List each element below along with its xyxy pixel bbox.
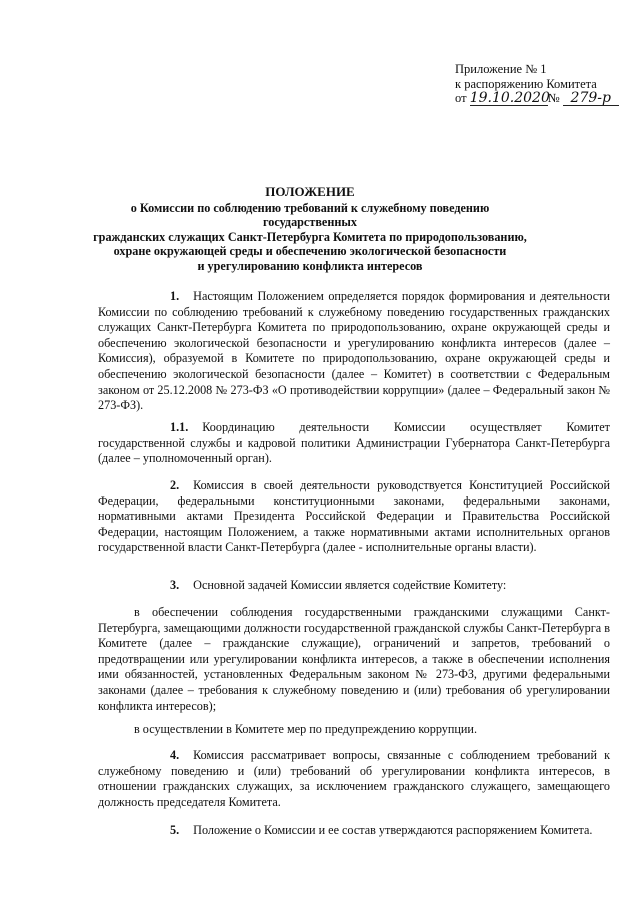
paragraph-1	[98, 289, 610, 414]
paragraph-number: 5.	[170, 823, 180, 837]
paragraph-5	[98, 823, 610, 839]
paragraph-text: Координацию деятельности Комиссии осуществляет Комитет государственной службы и кадровой политики Администрации Губернатора Санкт-Петербурга (далее – уполномоченный орган).	[98, 420, 610, 466]
paragraph-text: Основной задачей Комиссии является содействие Комитету:	[193, 578, 507, 592]
paragraph-text: Настоящим Положением определяется порядок формирования и деятельности Комиссии по соблюдению требований к служебному поведению государственных гражданских служащих Санкт-Петербурга Комитета по природопользованию, охране окружающей среды и обеспечению экологической безопасности и урегулированию конфликта интересов (далее – Комиссия), образуемой в Комитете по природопользованию, охране окружающей среды и обеспечению экологической безопасности (далее – Комитет) в соответствии с Федеральным законом от 25.12.2008 № 273-ФЗ «О противодействии коррупции» (далее – Федеральный закон № 273-ФЗ).	[98, 289, 610, 413]
annex-title: Приложение № 1	[455, 62, 547, 76]
paragraph-text: Комиссия рассматривает вопросы, связанные с соблюдением требований к служебному поведению и (или) требований об урегулировании конфликта интересов, в отношении гражданских служащих, за исключением гражданского служащего, замещающего должность председателя Комитета.	[98, 748, 610, 809]
annex-order-ref: к распоряжению Комитета	[455, 76, 597, 91]
paragraph-3-item-1	[98, 605, 610, 714]
annex-block	[455, 62, 635, 106]
title-subtitle-line: гражданских служащих Санкт-Петербурга Комитета по природопользованию,	[93, 229, 527, 244]
paragraph-4	[98, 748, 610, 810]
paragraph-text: Положение о Комиссии и ее состав утверждаются распоряжением Комитета.	[193, 823, 593, 837]
paragraph-2	[98, 478, 610, 556]
annex-date: 19.10.2020	[469, 90, 550, 106]
annex-from-label: от	[455, 91, 467, 105]
annex-number: 279-р	[563, 92, 619, 106]
title-subtitle-line: о Комиссии по соблюдению требований к служебному поведению государственных	[130, 200, 490, 230]
paragraph-text: в обеспечении соблюдения государственными гражданскими служащими Санкт-Петербурга, замещающими должности государственной гражданской службы Санкт-Петербурга в Комитете (далее – гражданские служащие), ограничений и запретов, требований о предотвращении или урегулировании конфликта интересов, а также в обеспечении исполнения ими обязанностей, установленных Федеральным законом № 273-ФЗ, другими федеральными законами (далее – требования к служебному поведению и (или) требования об урегулировании конфликта интересов);	[98, 605, 610, 713]
paragraph-number: 1.	[170, 289, 180, 303]
paragraph-number: 2.	[170, 478, 180, 492]
paragraph-number: 3.	[170, 578, 180, 592]
title-heading: ПОЛОЖЕНИЕ	[265, 184, 355, 199]
annex-date-line	[455, 91, 635, 106]
paragraph-3	[98, 578, 610, 594]
document-title	[90, 185, 530, 274]
paragraph-text: Комиссия в своей деятельности руководствуется Конституцией Российской Федерации, федеральными конституционными законами, федеральными законами, нормативными актами Президента Российской Федерации и Правительства Российской Федерации, настоящим Положением, а также нормативными актами исполнительных органов государственной власти Санкт-Петербурга (далее - исполнительные органы власти).	[98, 478, 610, 555]
paragraph-1-1	[98, 420, 610, 467]
title-subtitle-line: охране окружающей среды и обеспечению экологической безопасности	[113, 244, 507, 259]
paragraph-text: в осуществлении в Комитете мер по предупреждению коррупции.	[134, 722, 477, 736]
paragraph-number: 1.1.	[170, 420, 189, 434]
paragraph-3-item-2	[98, 722, 610, 738]
annex-number-sign: №	[547, 91, 560, 105]
paragraph-number: 4.	[170, 748, 180, 762]
title-subtitle-line: и урегулированию конфликта интересов	[197, 258, 423, 273]
